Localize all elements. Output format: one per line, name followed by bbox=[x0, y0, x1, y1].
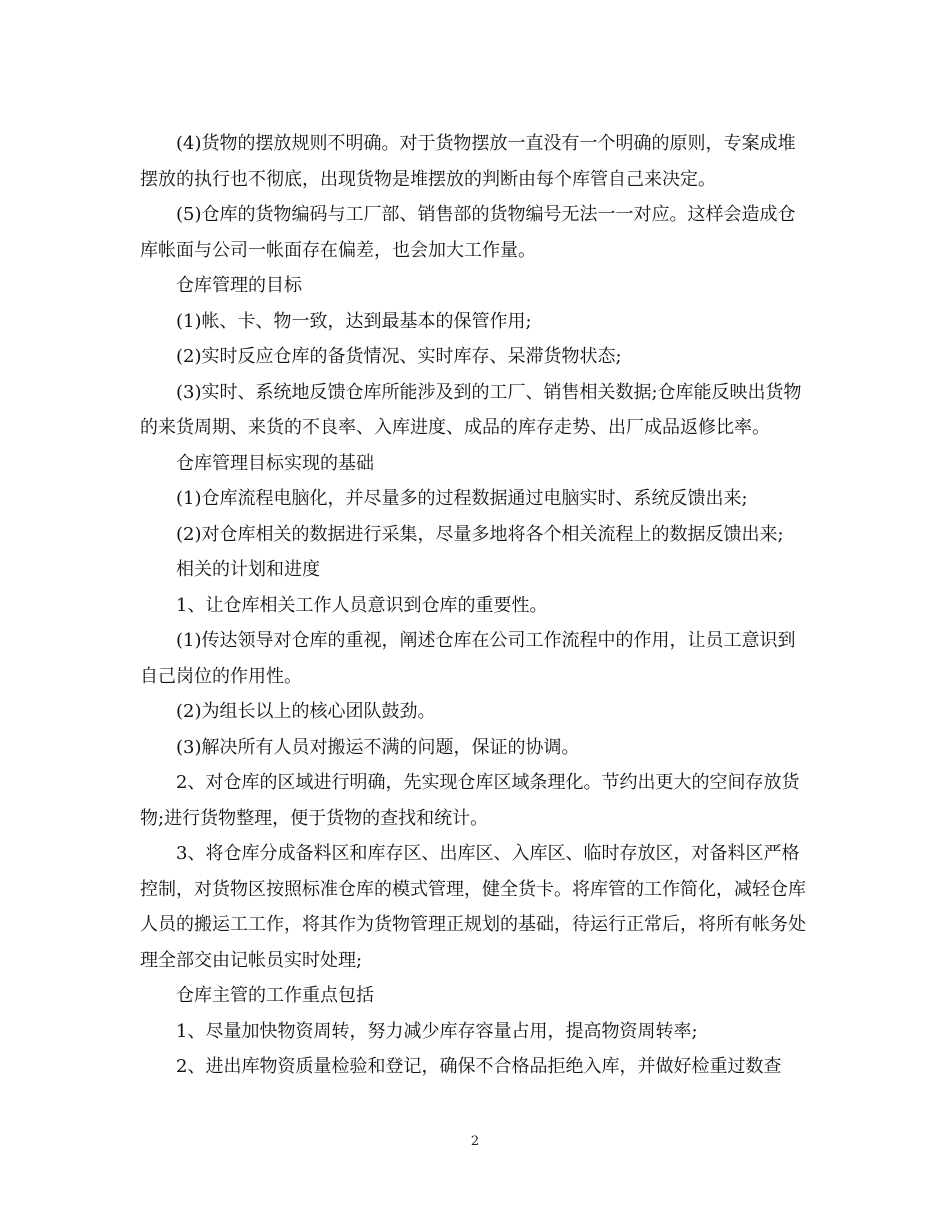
paragraph-plan-3: 3、将仓库分成备料区和库存区、出库区、入库区、临时存放区，对备料区严格控制，对货物区按照标准仓库的模式管理，健全货卡。将库管的工作简化，减轻仓库人员的搬运工工作，将其作为货物管理正规划的基础，待运行正常后，将所有帐务处理全部交由记帐员实时处理; bbox=[140, 843, 806, 971]
paragraph-goal-1: (1)帐、卡、物一致，达到最基本的保管作用; bbox=[176, 310, 532, 332]
heading-goal-basis: 仓库管理目标实现的基础 bbox=[176, 452, 374, 474]
paragraph-plan-2: 2、对仓库的区域进行明确，先实现仓库区域条理化。节约出更大的空间存放货物;进行货物整理，便于货物的查找和统计。 bbox=[140, 772, 800, 829]
heading-plan-progress: 相关的计划和进度 bbox=[176, 559, 320, 580]
paragraph-goal-2: (2)实时反应仓库的备货情况、实时库存、呆滞货物状态; bbox=[176, 346, 622, 367]
paragraph-plan-1: 1、让仓库相关工作人员意识到仓库的重要性。 bbox=[176, 594, 548, 616]
paragraph-focus-2: 2、进出库物资质量检验和登记，确保不合格品拒绝入库，并做好检重过数查 bbox=[176, 1056, 782, 1077]
paragraph-basis-2: (2)对仓库相关的数据进行采集，尽量多地将各个相关流程上的数据反馈出来; bbox=[176, 523, 784, 545]
heading-warehouse-goals: 仓库管理的目标 bbox=[176, 275, 302, 296]
paragraph-goal-3: (3)实时、系统地反馈仓库所能涉及到的工厂、销售相关数据;仓库能反映出货物的来货周期、来货的不良率、入库进度、成品的库存走势、出厂成品返修比率。 bbox=[140, 381, 802, 438]
document-body bbox=[140, 126, 812, 1085]
paragraph-basis-1: (1)仓库流程电脑化，并尽量多的过程数据通过电脑实时、系统反馈出来; bbox=[176, 488, 748, 509]
paragraph-focus-1: 1、尽量加快物资周转，努力减少库存容量占用，提高物资周转率; bbox=[176, 1020, 698, 1042]
paragraph-plan-1-3: (3)解决所有人员对搬运不满的问题，保证的协调。 bbox=[176, 736, 580, 758]
paragraph-plan-1-1: (1)传达领导对仓库的重视，阐述仓库在公司工作流程中的作用，让员工意识到自己岗位的作用性。 bbox=[140, 630, 796, 687]
paragraph-plan-1-2: (2)为组长以上的核心团队鼓劲。 bbox=[176, 701, 436, 722]
paragraph-cargo-placement-rules: (4)货物的摆放规则不明确。对于货物摆放一直没有一个明确的原则，专案成堆摆放的执行也不彻底，出现货物是堆摆放的判断由每个库管自己来决定。 bbox=[140, 133, 796, 190]
paragraph-cargo-coding: (5)仓库的货物编码与工厂部、销售部的货物编号无法一一对应。这样会造成仓库帐面与公司一帐面存在偏差，也会加大工作量。 bbox=[140, 204, 796, 261]
heading-supervisor-focus: 仓库主管的工作重点包括 bbox=[176, 985, 374, 1006]
page-number: 2 bbox=[470, 1134, 480, 1149]
